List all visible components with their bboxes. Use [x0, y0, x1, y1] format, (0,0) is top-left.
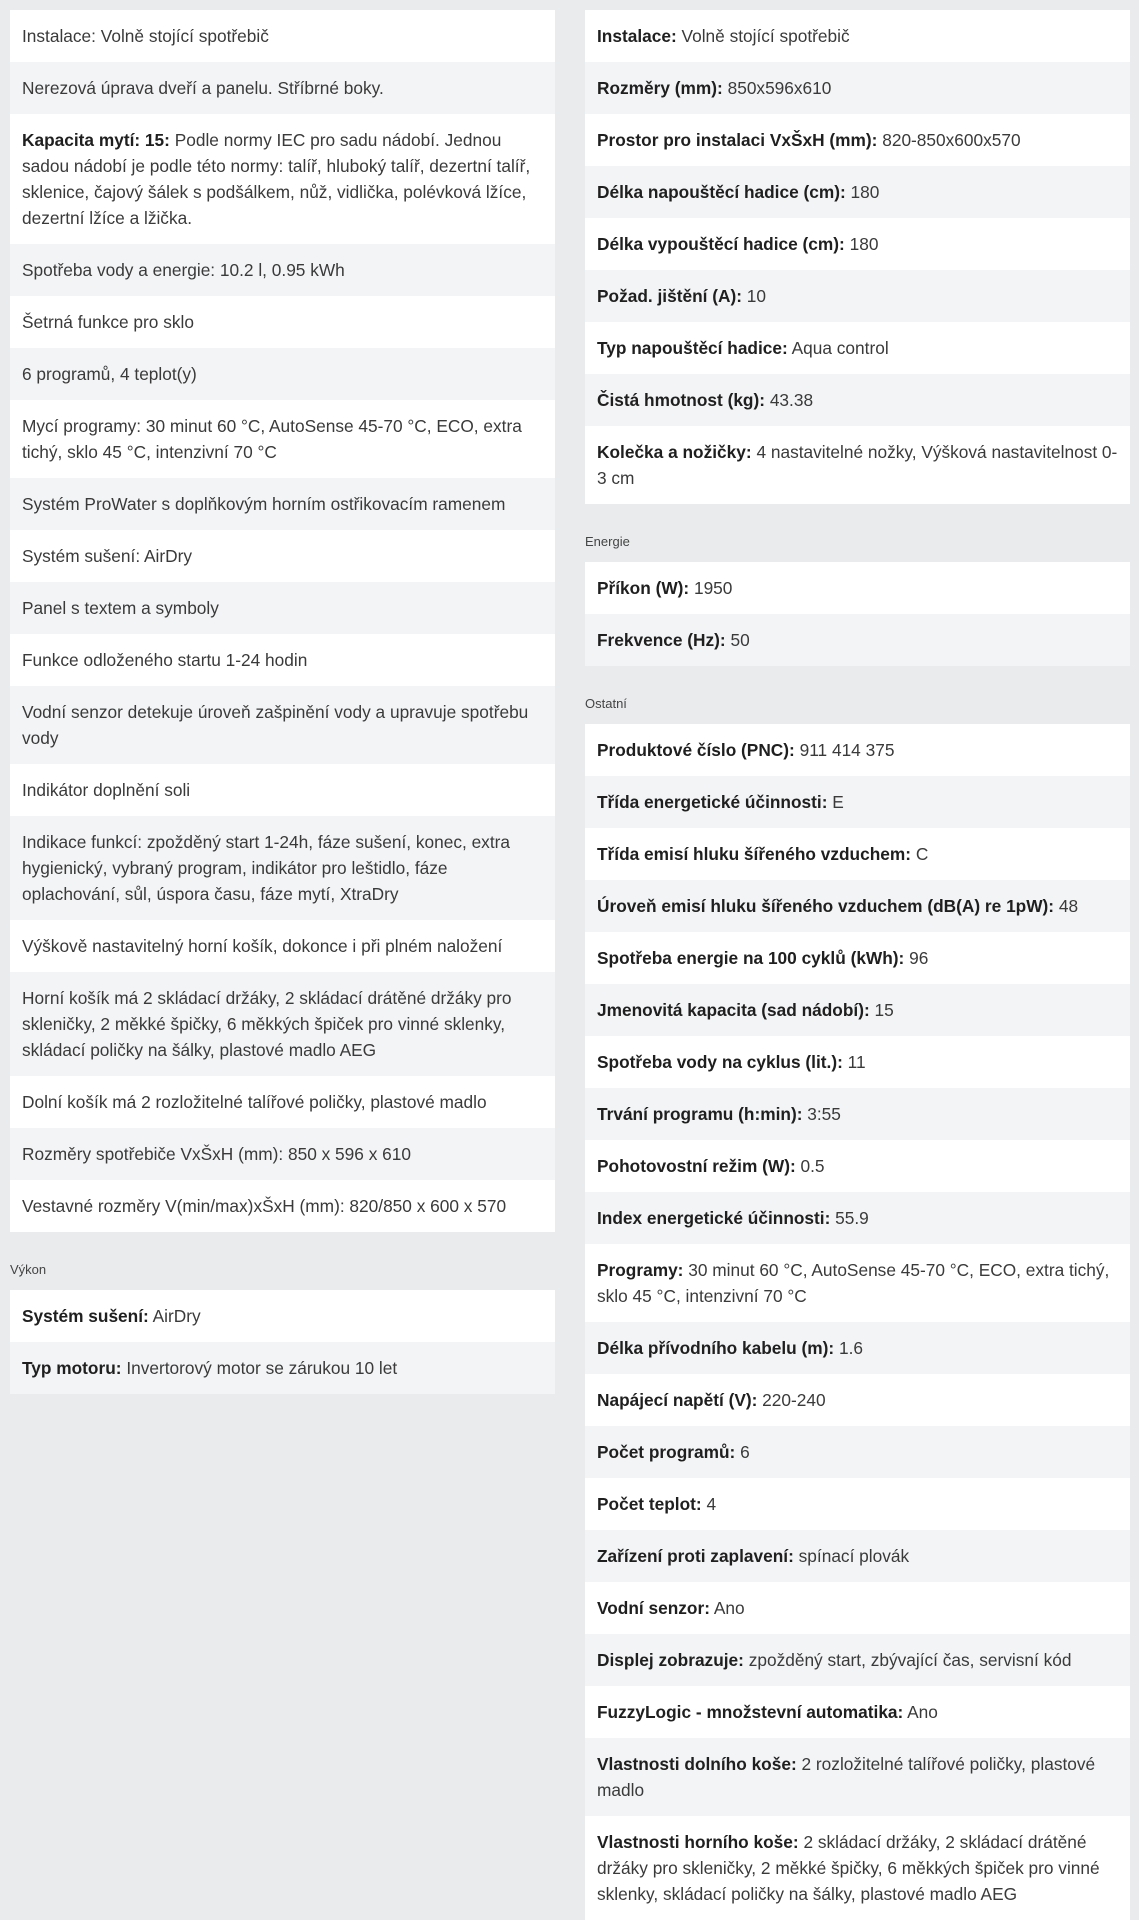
spec-row: [585, 984, 1130, 1036]
spec-label: Produktové číslo (PNC):: [597, 740, 795, 760]
spec-value: 6 programů, 4 teplot(y): [22, 364, 197, 384]
spec-label: Jmenovitá kapacita (sad nádobí):: [597, 1000, 870, 1020]
spec-value: Systém sušení: AirDry: [22, 546, 192, 566]
spec-label: Počet programů:: [597, 1442, 736, 1462]
spec-label: Spotřeba energie na 100 cyklů (kWh):: [597, 948, 905, 968]
spec-value: Nerezová úprava dveří a panelu. Stříbrné boky.: [22, 78, 384, 98]
spec-value: 50: [725, 630, 750, 650]
spec-value: 96: [904, 948, 929, 968]
spec-value: E: [827, 792, 844, 812]
spec-label: Typ motoru:: [22, 1358, 122, 1378]
spec-value: 1.6: [834, 1338, 863, 1358]
spec-row: [585, 1816, 1130, 1920]
spec-row: [585, 1140, 1130, 1192]
spec-value: Funkce odloženého startu 1-24 hodin: [22, 650, 308, 670]
ostatni-list: [585, 724, 1130, 1920]
spec-value: Indikace funkcí: zpožděný start 1-24h, fáze sušení, konec, extra hygienický, vybraný program, indikátor pro leštidlo, fáze oplachování, sůl, úspora času, fáze mytí, XtraDry: [22, 832, 510, 904]
energie-list: [585, 562, 1130, 666]
spec-label: Zařízení proti zaplavení:: [597, 1546, 794, 1566]
spec-label: Typ napouštěcí hadice:: [597, 338, 788, 358]
spec-value: Systém ProWater s doplňkovým horním ostřikovacím ramenem: [22, 494, 506, 514]
spec-value: 10: [741, 286, 767, 306]
spec-value: AirDry: [148, 1306, 201, 1326]
spec-row: [10, 114, 555, 244]
spec-row: [585, 10, 1130, 62]
spec-row: [585, 1322, 1130, 1374]
spec-row: [10, 816, 555, 920]
spec-row: [585, 1088, 1130, 1140]
spec-label: Rozměry (mm):: [597, 78, 723, 98]
spec-row: [585, 1582, 1130, 1634]
spec-row: [585, 776, 1130, 828]
installation-list: [585, 10, 1130, 504]
spec-value: 850x596x610: [722, 78, 832, 98]
spec-value: 820-850x600x570: [877, 130, 1021, 150]
spec-label: Index energetické účinnosti:: [597, 1208, 831, 1228]
spec-row: [10, 1342, 555, 1394]
spec-row: [10, 582, 555, 634]
spec-label: Kolečka a nožičky:: [597, 442, 752, 462]
spec-label: Kapacita mytí: 15:: [22, 130, 170, 150]
spec-label: Počet teplot:: [597, 1494, 702, 1514]
spec-row: [585, 932, 1130, 984]
spec-label: Systém sušení:: [22, 1306, 149, 1326]
spec-row: [585, 62, 1130, 114]
spec-value: C: [911, 844, 929, 864]
spec-value: 6: [735, 1442, 750, 1462]
spec-row: [585, 880, 1130, 932]
spec-row: [10, 62, 555, 114]
spec-row: [10, 10, 555, 62]
spec-value: Šetrná funkce pro sklo: [22, 312, 194, 332]
features-list: [10, 10, 555, 1232]
spec-value: Rozměry spotřebiče VxŠxH (mm): 850 x 596 x 610: [22, 1144, 411, 1164]
spec-value: Výškově nastavitelný horní košík, dokonce i při plném naložení: [22, 936, 503, 956]
spec-value: Horní košík má 2 skládací držáky, 2 skládací drátěné držáky pro skleničky, 2 měkké špičky, 6 měkkých špiček pro vinné sklenky, skládací poličky na šálky, plastové madlo AEG: [22, 988, 512, 1060]
spec-value: 0.5: [795, 1156, 825, 1176]
spec-label: Napájecí napětí (V):: [597, 1390, 758, 1410]
spec-value: Invertorový motor se zárukou 10 let: [121, 1358, 398, 1378]
spec-value: Panel s textem a symboly: [22, 598, 219, 618]
spec-value: 11: [842, 1052, 866, 1072]
spec-label: Třída energetické účinnosti:: [597, 792, 828, 812]
spec-value: Volně stojící spotřebič: [676, 26, 850, 46]
spec-row: [585, 270, 1130, 322]
spec-row: [585, 1478, 1130, 1530]
spec-row: [10, 972, 555, 1076]
spec-row: [10, 920, 555, 972]
spec-row: [585, 1374, 1130, 1426]
section-title-ostatni: Ostatní: [585, 696, 627, 711]
spec-row: [10, 1128, 555, 1180]
vykon-list: [10, 1290, 555, 1394]
spec-value: zpožděný start, zbývající čas, servisní kód: [743, 1650, 1072, 1670]
spec-row: [585, 614, 1130, 666]
spec-value: 4: [701, 1494, 717, 1514]
spec-row: [585, 322, 1130, 374]
spec-row: [585, 1244, 1130, 1322]
spec-value: Vodní senzor detekuje úroveň zašpinění vody a upravuje spotřebu vody: [22, 702, 529, 748]
spec-value: Mycí programy: 30 minut 60 °C, AutoSense 45-70 °C, ECO, extra tichý, sklo 45 °C, intenzivní 70 °C: [22, 416, 522, 462]
spec-value: spínací plovák: [793, 1546, 910, 1566]
spec-row: [585, 724, 1130, 776]
spec-label: Délka vypouštěcí hadice (cm):: [597, 234, 845, 254]
spec-value: 48: [1054, 896, 1079, 916]
spec-value: Ano: [903, 1702, 938, 1722]
spec-value: 2 rozložitelné talířové poličky, plastové madlo: [597, 1754, 1096, 1800]
spec-row: [10, 686, 555, 764]
right-column: [585, 10, 1130, 1920]
spec-label: FuzzyLogic - množstevní automatika:: [597, 1702, 904, 1722]
spec-value: 3:55: [802, 1104, 841, 1124]
spec-value: Vestavné rozměry V(min/max)xŠxH (mm): 820/850 x 600 x 570: [22, 1196, 507, 1216]
spec-row: [585, 1634, 1130, 1686]
spec-row: [585, 114, 1130, 166]
spec-row: [585, 426, 1130, 504]
spec-value: Spotřeba vody a energie: 10.2 l, 0.95 kWh: [22, 260, 345, 280]
spec-row: [585, 1738, 1130, 1816]
spec-label: Displej zobrazuje:: [597, 1650, 744, 1670]
spec-row: [10, 478, 555, 530]
section-title-energie: Energie: [585, 534, 630, 549]
spec-label: Vlastnosti dolního koše:: [597, 1754, 797, 1774]
spec-label: Úroveň emisí hluku šířeného vzduchem (dB(A) re 1pW):: [597, 896, 1055, 916]
spec-value: Podle normy IEC pro sadu nádobí. Jednou sadou nádobí je podle této normy: talíř, hluboký talíř, dezertní talíř, sklenice, čajový šálek s podšálkem, nůž, vidlička, polévková lžíce, dezertní lžíce a lžička.: [22, 130, 531, 228]
spec-row: [585, 1426, 1130, 1478]
section-title-vykon: Výkon: [10, 1262, 47, 1277]
spec-value: 15: [869, 1000, 894, 1020]
spec-row: [10, 348, 555, 400]
spec-label: Spotřeba vody na cyklus (lit.):: [597, 1052, 843, 1072]
spec-label: Délka napouštěcí hadice (cm):: [597, 182, 846, 202]
spec-value: Dolní košík má 2 rozložitelné talířové poličky, plastové madlo: [22, 1092, 487, 1112]
spec-label: Příkon (W):: [597, 578, 690, 598]
spec-label: Třída emisí hluku šířeného vzduchem:: [597, 844, 912, 864]
spec-value: Instalace: Volně stojící spotřebič: [22, 26, 269, 46]
spec-value: Indikátor doplnění soli: [22, 780, 191, 800]
spec-value: 220-240: [757, 1390, 826, 1410]
spec-row: [585, 166, 1130, 218]
spec-row: [10, 634, 555, 686]
spec-label: Požad. jištění (A):: [597, 286, 742, 306]
spec-label: Vodní senzor:: [597, 1598, 710, 1618]
spec-row: [585, 374, 1130, 426]
spec-label: Trvání programu (h:min):: [597, 1104, 803, 1124]
spec-row: [10, 764, 555, 816]
spec-row: [10, 400, 555, 478]
spec-value: 43.38: [765, 390, 814, 410]
spec-value: 911 414 375: [794, 740, 895, 760]
spec-row: [10, 1180, 555, 1232]
spec-label: Prostor pro instalaci VxŠxH (mm):: [597, 130, 878, 150]
spec-row: [10, 244, 555, 296]
spec-row: [585, 1036, 1130, 1088]
spec-row: [585, 1530, 1130, 1582]
spec-row: [585, 1192, 1130, 1244]
spec-row: [10, 1290, 555, 1342]
spec-label: Instalace:: [597, 26, 677, 46]
spec-label: Frekvence (Hz):: [597, 630, 726, 650]
spec-row: [10, 1076, 555, 1128]
spec-value: Aqua control: [787, 338, 889, 358]
spec-row: [585, 1686, 1130, 1738]
spec-value: 55.9: [830, 1208, 869, 1228]
spec-value: 2 skládací držáky, 2 skládací drátěné držáky pro skleničky, 2 měkké špičky, 6 měkkých špiček pro vinné sklenky, skládací poličky na šálky, plastové madlo AEG: [597, 1832, 1100, 1904]
spec-row: [585, 562, 1130, 614]
spec-value: 1950: [689, 578, 733, 598]
spec-value: 180: [845, 182, 880, 202]
spec-label: Pohotovostní režim (W):: [597, 1156, 796, 1176]
spec-label: Vlastnosti horního koše:: [597, 1832, 799, 1852]
left-column: [10, 10, 555, 1394]
spec-value: 4 nastavitelné nožky, Výšková nastavitelnost 0-3 cm: [597, 442, 1118, 488]
spec-row: [585, 218, 1130, 270]
spec-value: 30 minut 60 °C, AutoSense 45-70 °C, ECO, extra tichý, sklo 45 °C, intenzivní 70 °C: [597, 1260, 1110, 1306]
spec-value: 180: [844, 234, 879, 254]
spec-value: Ano: [709, 1598, 745, 1618]
spec-label: Čistá hmotnost (kg):: [597, 390, 766, 410]
spec-row: [585, 828, 1130, 880]
spec-label: Délka přívodního kabelu (m):: [597, 1338, 835, 1358]
spec-row: [10, 530, 555, 582]
spec-label: Programy:: [597, 1260, 684, 1280]
spec-row: [10, 296, 555, 348]
